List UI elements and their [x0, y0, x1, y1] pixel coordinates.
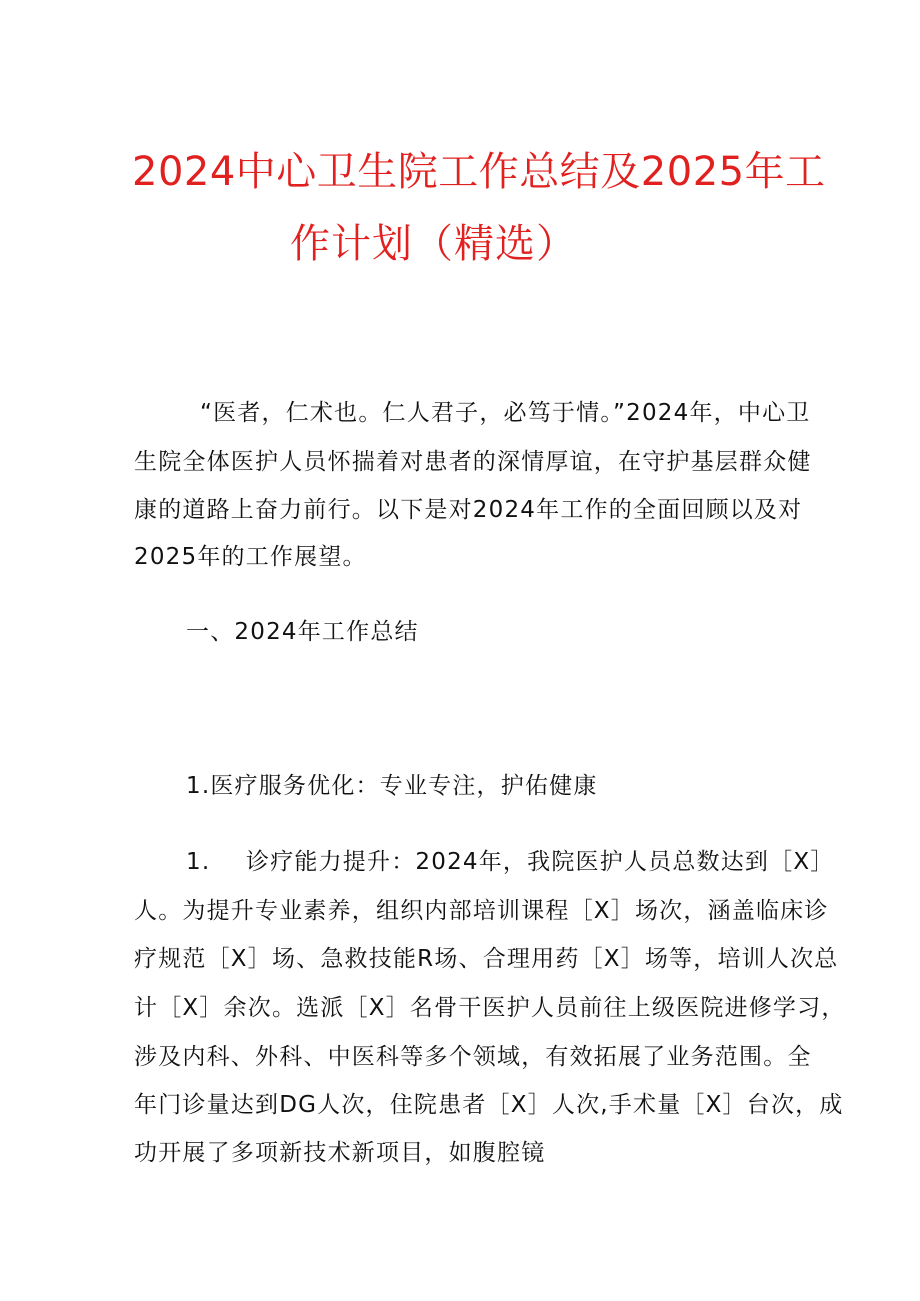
intro-paragraph-line-4: 2025年的工作展望。 — [134, 544, 367, 570]
intro-paragraph-line-3: 康的道路上奋力前行。以下是对2024年工作的全面回顾以及对 — [134, 497, 803, 523]
document-title-line-2: 作计划（精选） — [290, 221, 577, 267]
item-1-line-5: 涉及内科、外科、中医科等多个领域，有效拓展了业务范围。全 — [134, 1044, 812, 1070]
item-1-line-7: 功开展了多项新技术新项目，如腹腔镜 — [134, 1140, 546, 1166]
intro-paragraph-line-2: 生院全体医护人员怀揣着对患者的深情厚谊，在守护基层群众健 — [134, 449, 812, 475]
section-heading-1: 一、2024年工作总结 — [186, 619, 419, 645]
item-1-first-line-text: 诊疗能力提升：2024年，我院医护人员总数达到［X］ — [246, 849, 835, 875]
item-1-line-3: 疗规范［X］场、急救技能R场、合理用药［X］场等，培训人次总 — [134, 946, 839, 972]
document-title-line-1: 2024中心卫生院工作总结及2025年工 — [132, 149, 826, 195]
item-1-line-2: 人。为提升专业素养，组织内部培训课程［X］场次，涵盖临床诊 — [134, 898, 829, 924]
subsection-heading-1: 1.医疗服务优化：专业专注，护佑健康 — [186, 773, 598, 799]
item-1-line-6: 年门诊量达到DG人次，住院患者［X］人次,手术量［X］台次，成 — [134, 1092, 844, 1118]
intro-paragraph-line-1: “医者，仁术也。仁人君子，必笃于情。”2024年，中心卫 — [200, 400, 811, 426]
item-1-number: 1. — [186, 849, 211, 875]
item-1-line-1 — [186, 847, 835, 877]
item-1-line-4: 计［X］余次。选派［X］名骨干医护人员前往上级医院进修学习， — [134, 995, 846, 1021]
